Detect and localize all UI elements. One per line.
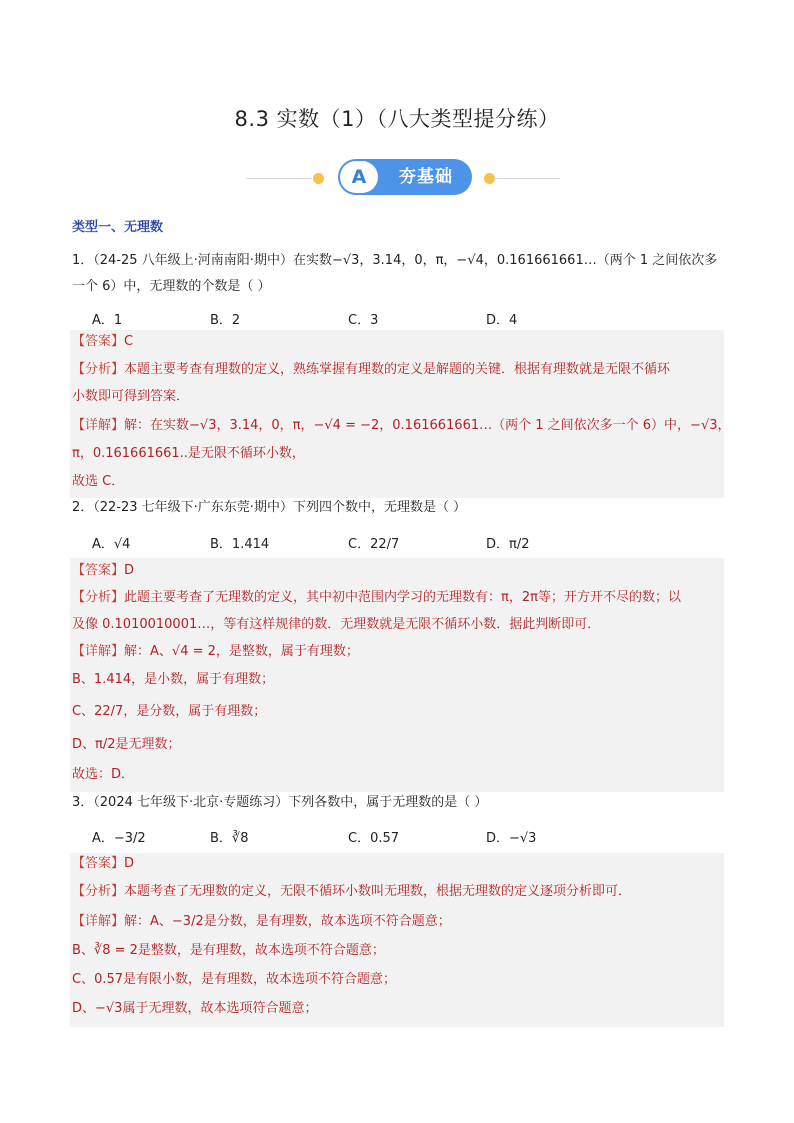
q3-stem: 3．（2024 七年级下·北京·专题练习）下列各数中，属于无理数的是（ ） bbox=[72, 795, 488, 810]
q1-option-a: A．1 bbox=[92, 313, 123, 328]
section-badge bbox=[338, 159, 472, 195]
q2-option-a: A．√4 bbox=[92, 537, 131, 552]
q3-answer-box bbox=[70, 853, 724, 1027]
q1-detail-line3: 故选 C． bbox=[72, 474, 125, 489]
dot-left-icon bbox=[313, 173, 324, 184]
page-title: 8.3 实数（1）（八大类型提分练） bbox=[234, 107, 560, 131]
q2-option-b: B．1.414 bbox=[210, 537, 270, 552]
q3-option-d: D．−√3 bbox=[486, 831, 537, 846]
q2-detail-line5: 故选：D． bbox=[72, 767, 135, 782]
q3-detail-line2: B、∛8 = 2是整数，是有理数，故本选项不符合题意； bbox=[72, 943, 385, 958]
q1-analysis-text1: 本题主要考查有理数的定义，熟练掌握有理数的定义是解题的关键．根据有理数就是无限不循环 bbox=[124, 362, 671, 377]
q2-detail-line1 bbox=[72, 642, 359, 662]
q1-answer-tag: 【答案】 bbox=[72, 334, 125, 349]
q2-stem: 2．（22-23 七年级下·广东东莞·期中）下列四个数中，无理数是（ ） bbox=[72, 500, 467, 515]
q1-answer-box bbox=[70, 330, 731, 498]
badge-letter: A bbox=[340, 161, 378, 193]
q1-detail-line2: π，0.161661661..是无限不循环小数， bbox=[72, 446, 305, 461]
q2-detail-line4: D、π/2是无理数； bbox=[72, 737, 181, 752]
q3-analysis-line1 bbox=[72, 882, 631, 902]
q2-detail-tag: 【详解】 bbox=[72, 644, 125, 659]
q1-detail-line1 bbox=[72, 416, 731, 436]
q3-option-c: C．0.57 bbox=[348, 831, 400, 846]
q2-answer-box bbox=[70, 558, 724, 792]
q3-analysis-text1: 本题考查了无理数的定义，无限不循环小数叫无理数，根据无理数的定义逐项分析即可． bbox=[124, 884, 632, 899]
q3-option-a: A．−3/2 bbox=[92, 831, 146, 846]
q1-option-b: B．2 bbox=[210, 313, 241, 328]
q1-analysis-tag: 【分析】 bbox=[72, 362, 125, 377]
q2-option-c: C．22/7 bbox=[348, 537, 400, 552]
q2-analysis-line2: 及像 0.1010010001…，等有这样规律的数．无理数就是无限不循环小数．据此判断即可． bbox=[72, 617, 601, 632]
q1-analysis-line1 bbox=[72, 360, 670, 380]
q2-analysis-text1: 此题主要考查了无理数的定义，其中初中范围内学习的无理数有：π，2π等；开方开不尽的数；以 bbox=[124, 590, 681, 605]
q3-option-b: B．∛8 bbox=[210, 831, 249, 846]
q1-analysis-line2: 小数即可得到答案． bbox=[72, 389, 190, 404]
q2-option-d: D．π/2 bbox=[486, 537, 530, 552]
q2-answer-value: D bbox=[124, 563, 135, 578]
q3-answer-tag: 【答案】 bbox=[72, 856, 125, 871]
q3-answer-line bbox=[72, 854, 134, 874]
q1-stem-line1: 1．（24-25 八年级上·河南南阳·期中）在实数−√3，3.14，0，π，−√4，0.161661661…（两个 1 之间依次多 bbox=[72, 253, 718, 268]
q1-option-c: C．3 bbox=[348, 313, 379, 328]
q1-answer-line bbox=[72, 332, 133, 352]
q2-answer-line bbox=[72, 561, 134, 581]
q3-detail-line4: D、−√3属于无理数，故本选项符合题意； bbox=[72, 1001, 318, 1016]
q3-answer-value: D bbox=[124, 856, 135, 871]
section-heading: 类型一、无理数 bbox=[72, 220, 164, 235]
divider-left bbox=[246, 178, 312, 179]
q3-detail-line1 bbox=[72, 912, 451, 932]
q1-detail-tag: 【详解】 bbox=[72, 418, 125, 433]
q1-detail-text1: 解：在实数−√3，3.14，0，π，−√4 = −2，0.161661661…（两个 1 之间依次多一个 6）中，−√3， bbox=[124, 418, 731, 433]
q3-detail-line3: C、0.57是有限小数，是有理数，故本选项不符合题意； bbox=[72, 972, 397, 987]
section-badge-banner bbox=[0, 157, 794, 197]
q2-detail-line2: B、1.414，是小数，属于有理数； bbox=[72, 672, 275, 687]
q1-option-d: D．4 bbox=[486, 313, 518, 328]
q3-analysis-tag: 【分析】 bbox=[72, 884, 125, 899]
q2-detail-text1: 解：A、√4 = 2，是整数，属于有理数； bbox=[124, 644, 359, 659]
divider-right bbox=[494, 178, 560, 179]
q1-answer-value: C bbox=[124, 334, 134, 349]
q2-analysis-tag: 【分析】 bbox=[72, 590, 125, 605]
q1-stem-line2: 一个 6）中，无理数的个数是（ ） bbox=[72, 279, 271, 294]
q2-detail-line3: C、22/7，是分数，属于有理数； bbox=[72, 704, 267, 719]
q2-analysis-line1 bbox=[72, 588, 681, 608]
badge-text: 夯基础 bbox=[399, 167, 453, 187]
q2-answer-tag: 【答案】 bbox=[72, 563, 125, 578]
q3-detail-text1: 解：A、−3/2是分数，是有理数，故本选项不符合题意； bbox=[124, 914, 451, 929]
q3-detail-tag: 【详解】 bbox=[72, 914, 125, 929]
